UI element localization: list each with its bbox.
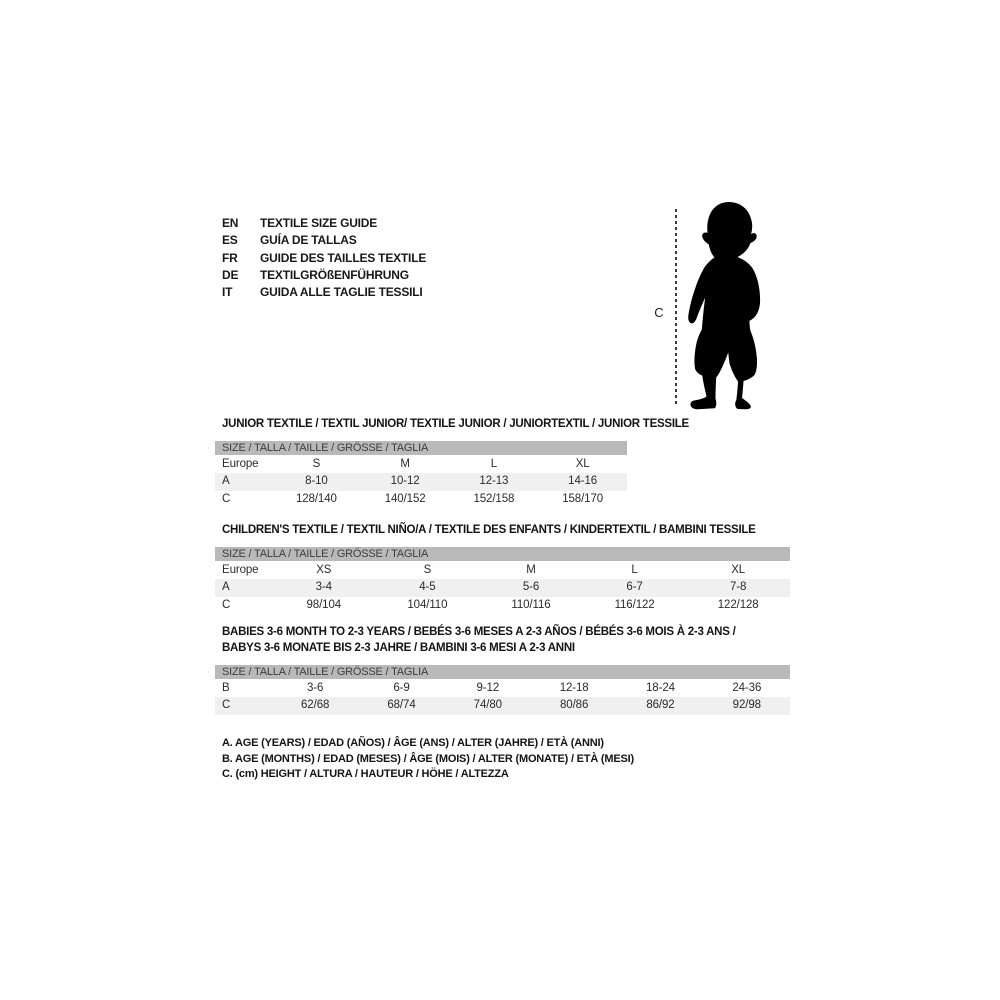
row-label: C [222, 492, 231, 505]
size-cell: 98/104 [306, 598, 342, 611]
size-cell: 18-24 [646, 681, 675, 694]
size-cell: M [400, 457, 410, 470]
row-label: A [222, 475, 230, 487]
size-cell: 7-8 [730, 581, 747, 593]
size-cell: 128/140 [295, 492, 337, 505]
table-row [215, 579, 790, 597]
size-cell: 110/116 [511, 598, 551, 611]
size-cell: L [631, 563, 638, 576]
size-cell: 116/122 [614, 598, 655, 611]
table-title-line: CHILDREN'S TEXTILE / TEXTIL NIÑO/A / TEXTILE DES ENFANTS / KINDERTEXTIL / BAMBINI TESSILE [222, 524, 756, 536]
size-cell: 3-6 [307, 681, 324, 694]
table-row [215, 680, 790, 698]
language-code: ES [222, 233, 238, 248]
size-cell: L [490, 457, 498, 470]
size-cell: 4-5 [419, 581, 436, 593]
language-guide-list [222, 215, 426, 301]
size-cell: 9-12 [476, 681, 500, 694]
table-size-header: SIZE / TALLA / TAILLE / GRÖSSE / TAGLIA [215, 547, 790, 561]
size-cell: 12-13 [479, 475, 509, 487]
table-row [215, 597, 790, 615]
size-cell: 12-18 [559, 681, 589, 694]
size-cell: 6-9 [393, 681, 410, 694]
size-cell: 62/68 [301, 699, 330, 711]
row-label: C [222, 598, 231, 611]
table-title-children [222, 522, 756, 538]
legend-line-a: A. AGE (YEARS) / EDAD (AÑOS) / ÂGE (ANS) / ALTER (JAHRE) / ETÀ (ANNI) [222, 737, 604, 749]
size-table-junior [215, 441, 627, 508]
language-row [222, 232, 426, 249]
language-code: DE [222, 267, 239, 282]
language-row [222, 215, 426, 232]
size-cell: 14-16 [568, 475, 598, 487]
size-cell: 68/74 [387, 699, 416, 711]
row-label: Europe [222, 563, 259, 576]
size-cell: 3-4 [315, 581, 332, 593]
table-size-header: SIZE / TALLA / TAILLE / GRÖSSE / TAGLIA [215, 665, 790, 679]
size-cell: S [312, 457, 321, 470]
size-cell: 8-10 [305, 475, 328, 487]
size-cell: XL [575, 457, 590, 470]
size-table-children [215, 547, 790, 614]
table-row [215, 491, 627, 509]
row-label: C [222, 699, 231, 711]
table-size-header: SIZE / TALLA / TAILLE / GRÖSSE / TAGLIA [215, 441, 627, 455]
size-cell: 152/158 [473, 492, 515, 505]
language-guide-label: TEXTILE SIZE GUIDE [260, 216, 378, 230]
table-title-line: BABIES 3-6 MONTH TO 2-3 YEARS / BEBÉS 3-6 MESES A 2-3 AÑOS / BÉBÉS 3-6 MOIS À 2-3 ANS / [222, 626, 736, 638]
height-dashed-line [675, 209, 677, 407]
table-title-line: BABYS 3-6 MONATE BIS 2-3 JAHRE / BAMBINI 3-6 MESI A 2-3 ANNI [222, 642, 575, 654]
row-label: B [222, 681, 230, 694]
language-guide-label: GUIDE DES TAILLES TEXTILE [260, 250, 427, 265]
legend-line-b: B. AGE (MONTHS) / EDAD (MESES) / ÂGE (MOIS) / ALTER (MONATE) / ETÀ (MESI) [222, 752, 634, 765]
size-legend [222, 736, 634, 783]
language-row [222, 284, 426, 301]
table-row [215, 697, 790, 715]
size-cell: 24-36 [732, 681, 762, 694]
table-title-babies [222, 624, 736, 656]
row-label: A [222, 581, 230, 593]
size-cell: S [423, 563, 432, 576]
size-cell: 104/110 [407, 598, 448, 611]
table-row [215, 562, 790, 580]
table-row [215, 473, 627, 491]
size-table-babies [215, 665, 790, 715]
size-cell: 158/170 [562, 492, 604, 505]
size-cell: 122/128 [717, 598, 759, 611]
size-cell: 6-7 [626, 581, 643, 593]
language-row [222, 267, 426, 284]
legend-line-c: C. (cm) HEIGHT / ALTURA / HAUTEUR / HÖHE / ALTEZZA [222, 768, 509, 781]
size-cell: XL [731, 563, 746, 576]
language-guide-label: GUÍA DE TALLAS [260, 233, 357, 248]
language-guide-label: GUIDA ALLE TAGLIE TESSILI [260, 285, 423, 300]
language-code: FR [222, 250, 238, 265]
language-guide-label: TEXTILGRÖßENFÜHRUNG [260, 267, 409, 282]
size-cell: M [526, 563, 536, 576]
table-title-junior [222, 416, 689, 432]
table-row [215, 456, 627, 474]
language-row [222, 250, 426, 267]
size-cell: 5-6 [522, 581, 540, 593]
row-label: Europe [222, 457, 259, 470]
size-cell: 80/86 [560, 699, 589, 711]
language-code: EN [222, 216, 239, 230]
height-label-c: C [654, 305, 664, 320]
toddler-silhouette [686, 199, 774, 411]
size-cell: 86/92 [646, 699, 675, 711]
size-cell: 74/80 [473, 699, 502, 711]
size-cell: 10-12 [390, 475, 420, 487]
language-code: IT [222, 285, 233, 300]
table-title-line: JUNIOR TEXTILE / TEXTIL JUNIOR/ TEXTILE JUNIOR / JUNIORTEXTIL / JUNIOR TESSILE [222, 418, 689, 430]
size-cell: 92/98 [732, 699, 761, 711]
size-cell: 140/152 [384, 492, 426, 505]
size-cell: XS [316, 563, 332, 576]
